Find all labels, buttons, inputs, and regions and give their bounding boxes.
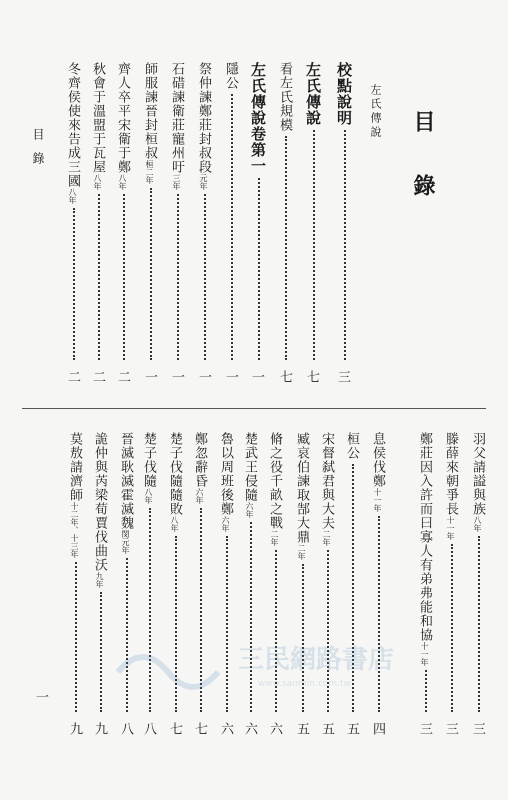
toc-top-entry-title [278,62,291,132]
toc-bottom-entry-title [471,432,484,532]
toc-top-year-note: 元年 [199,174,208,190]
toc-bottom-entry-title [444,432,457,540]
toc-bottom-title-text: 桓公 [344,432,359,460]
toc-top-leader-dots [344,130,346,360]
toc-bottom-entry-title [168,432,181,532]
toc-top-page-number: 一 [142,370,157,384]
side-label: 目錄 [31,128,45,176]
toc-bottom-title-text: 鄭莊因入許而曰寡人有弟弗能和協 [417,432,432,642]
toc-bottom-page-number: 七 [167,722,182,736]
toc-bottom-year-note: 六年 [245,502,254,518]
toc-top-entry-title [250,62,265,174]
toc-bottom-title-text: 滕薛來朝爭長 [443,432,458,516]
toc-bottom-entry-title [268,432,281,546]
toc-bottom-leader-dots [451,544,453,712]
toc-top-page-number: 七 [304,370,319,384]
toc-bottom-title-text: 宋督弑君與大夫 [319,432,334,530]
toc-bottom-entry-title [345,432,358,460]
toc-bottom-title-text: 羽父請謚與族 [470,432,485,516]
watermark-name: 三民網路書店 [238,645,395,675]
toc-bottom-page-number: 八 [141,722,156,736]
toc-bottom-title-text: 脩之役千畝之戰 [267,432,282,530]
toc-top-year-note: 八年 [93,174,102,190]
toc-bottom-title-text: 晉滅耿滅霍滅魏 [118,432,133,530]
toc-bottom-entry-title [243,432,256,518]
toc-bottom-year-note: 八年 [170,516,179,532]
toc-top-entry-title [66,62,79,204]
toc-bottom-year-note: 六年 [195,488,204,504]
toc-top-entry-title [143,62,156,184]
toc-bottom-title-text: 楚子伐隨 [141,432,156,488]
toc-bottom-entry-title [119,432,132,554]
section-divider [22,408,486,409]
toc-top-leader-dots [313,130,315,360]
toc-top-leader-dots [231,94,233,360]
toc-bottom-page-number: 三 [443,722,458,736]
watermark-wave-icon [118,657,218,687]
toc-bottom-title-text: 楚武王侵隨 [242,432,257,502]
toc-bottom-leader-dots [478,536,480,712]
toc-bottom-title-text: 臧哀伯諫取郜大鼎 [294,432,309,544]
toc-top-year-note: 桓二年 [145,160,154,184]
toc-top-title-text: 看左氏規模 [277,62,292,132]
toc-bottom-entry-title [295,432,308,560]
toc-top-leader-dots [73,208,75,360]
toc-top-title-text: 左氏傳說卷第一 [249,62,267,174]
toc-bottom-page-number: 三 [470,722,485,736]
toc-bottom-title-text: 莫敖請濟師 [67,432,82,502]
toc-top-entry-title [197,62,210,190]
toc-top-leader-dots [123,194,125,360]
toc-bottom-page-number: 六 [218,722,233,736]
toc-bottom-year-note: 十一年 [446,516,455,540]
toc-bottom-leader-dots [75,562,77,712]
toc-bottom-entry-title [418,432,431,666]
toc-top-title-text: 秋會于溫盟于瓦屋 [90,62,105,174]
toc-top-year-note: 三年 [172,174,181,190]
toc-bottom-title-text: 息侯伐鄭 [370,432,385,488]
toc-top-page-number: 二 [90,370,105,384]
toc-top-page-number: 一 [196,370,211,384]
toc-bottom-year-note: 八年 [473,516,482,532]
toc-top-page-number: 三 [335,370,350,384]
toc-bottom-entry-title [371,432,384,512]
toc-top-title-text: 石碏諫衛莊寵州吁 [169,62,184,174]
toc-top-page-number: 一 [223,370,238,384]
toc-bottom-year-note: 十一年 [420,642,429,666]
toc-bottom-year-note: 十一年 [373,488,382,512]
toc-bottom-entry-title [219,432,232,532]
toc-bottom-entry-title [68,432,81,558]
toc-bottom-page-number: 三 [417,722,432,736]
toc-heading: 目錄 [410,110,436,238]
toc-top-entry-title [336,62,351,126]
toc-top-page-number: 一 [249,370,264,384]
toc-top-leader-dots [177,194,179,360]
toc-bottom-page-number: 七 [192,722,207,736]
toc-bottom-page-number: 五 [319,722,334,736]
toc-top-year-note: 八年 [68,188,77,204]
toc-bottom-year-note: 閔元年 [121,530,130,554]
watermark-url: www.sanmin.com.tw [258,679,351,689]
toc-top-title-text: 冬齊侯使來告成三國 [65,62,80,188]
toc-top-title-text: 祭仲諫鄭莊封叔段 [196,62,211,174]
toc-top-title-text: 隱公 [223,62,238,90]
toc-bottom-page-number: 五 [344,722,359,736]
toc-top-leader-dots [285,136,287,360]
toc-bottom-page-number: 六 [242,722,257,736]
toc-bottom-entry-title [193,432,206,504]
toc-bottom-year-note: 二年 [322,530,331,546]
toc-bottom-page-number: 八 [118,722,133,736]
toc-bottom-page-number: 六 [267,722,282,736]
toc-top-page-number: 一 [169,370,184,384]
toc-bottom-year-note: 六年 [221,516,230,532]
toc-bottom-entry-title [142,432,155,504]
toc-bottom-year-note: 二年 [297,544,306,560]
toc-bottom-page-number: 五 [294,722,309,736]
watermark-logo [108,632,428,696]
toc-top-leader-dots [150,188,152,360]
toc-bottom-title-text: 詭仲與芮梁荀賈伐曲沃 [92,432,107,572]
toc-top-entry-title [170,62,183,190]
toc-top-leader-dots [98,194,100,360]
folio: 一 [33,690,48,704]
toc-bottom-entry-title [320,432,333,546]
toc-bottom-year-note: 九年 [95,572,104,588]
toc-top-title-text: 師服諫晉封桓叔 [142,62,157,160]
toc-bottom-year-note: 十二年、十三年 [70,502,79,558]
toc-top-title-text: 齊人卒平宋衛于鄭 [115,62,130,174]
toc-top-entry-title [305,62,320,126]
toc-subtitle: 左氏傳說 [369,84,382,140]
toc-bottom-page-number: 九 [67,722,82,736]
toc-bottom-leader-dots [100,592,102,712]
toc-bottom-title-text: 楚子伐隨隨敗 [167,432,182,516]
toc-top-page-number: 二 [65,370,80,384]
toc-top-leader-dots [204,194,206,360]
toc-top-year-note: 八年 [118,174,127,190]
toc-bottom-page-number: 四 [370,722,385,736]
toc-bottom-year-note: 八年 [144,488,153,504]
toc-top-page-number: 二 [115,370,130,384]
toc-bottom-entry-title [93,432,106,588]
toc-top-title-text: 左氏傳說 [304,62,322,126]
toc-top-entry-title [224,62,237,90]
toc-bottom-title-text: 魯以周班後鄭 [218,432,233,516]
toc-bottom-year-note: 二年 [270,530,279,546]
toc-top-title-text: 校點說明 [335,62,353,126]
toc-top-entry-title [116,62,129,190]
toc-bottom-title-text: 鄭忽辭昏 [192,432,207,488]
toc-bottom-page-number: 九 [92,722,107,736]
toc-top-leader-dots [258,178,260,360]
toc-top-page-number: 七 [277,370,292,384]
toc-top-entry-title [91,62,104,190]
